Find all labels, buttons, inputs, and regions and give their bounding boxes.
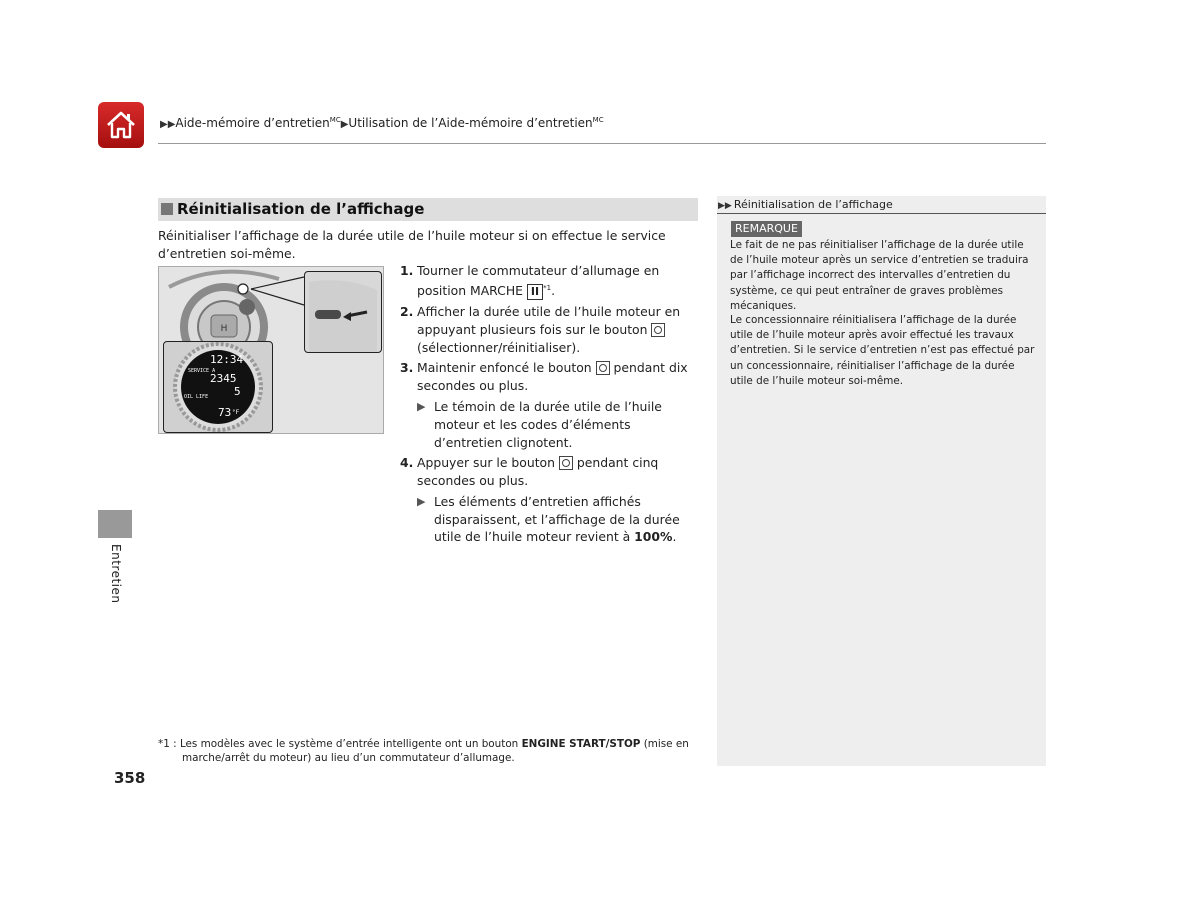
step-text: Afficher la durée utile de l’huile moteur en appuyant plusieurs fois sur le bouton (417, 303, 681, 337)
sidebar-title-text: Réinitialisation de l’affichage (733, 198, 893, 211)
step-result (400, 398, 700, 451)
button-press-drawing (305, 272, 381, 352)
reference-chevron-icon: ▶▶ (718, 201, 732, 211)
home-button[interactable] (98, 102, 144, 148)
oil-life-label: OIL LIFE (184, 394, 209, 400)
step-item (400, 262, 700, 300)
step-item (400, 303, 700, 356)
trademark-mark: MC (329, 116, 341, 124)
breadcrumb-link[interactable]: Aide-mémoire d’entretien (175, 116, 330, 130)
clock-readout: 12:34 (210, 353, 244, 366)
sidebar-paragraph: Le concessionnaire réinitialisera l’affichage de la durée utile de l’huile moteur après avoir effectué les travaux d’entretien. Si le service d’entretien n’est pas effectué par un concessionnaire, réinitialiser l’affichage de la durée utile de l’huile moteur soi-même. (730, 314, 1035, 387)
step-result-text: Les éléments d’entretien affichés disparaissent, et l’affichage de la durée utile de l’huile moteur revient à (434, 493, 680, 545)
chapter-tab-label: Entretien (109, 544, 123, 604)
step-item (400, 454, 700, 490)
result-arrow-icon: ▶ (417, 399, 426, 413)
instrument-cluster-illustration (158, 266, 384, 434)
notes-sidebar (717, 196, 1046, 766)
step-text: pendant cinq secondes ou plus. (417, 455, 659, 489)
intro-paragraph: Réinitialiser l’affichage de la durée utile de l’huile moteur si on effectue le service d’entretien soi-même. (158, 228, 666, 261)
home-icon (105, 109, 137, 141)
chapter-tab-marker (98, 510, 132, 538)
step-text: Maintenir enfoncé le bouton (417, 360, 596, 376)
step-item (400, 359, 700, 395)
oil-percent-readout: 5 (234, 385, 241, 398)
footnote-marker: *1 : (158, 738, 177, 750)
breadcrumb (160, 116, 604, 130)
footnote-text: Les modèles avec le système d’entrée intelligente ont un bouton (179, 738, 522, 750)
breadcrumb-arrow-icon: ▶▶ (160, 119, 176, 130)
odometer-readout: 2345 (210, 372, 237, 385)
step-text: (sélectionner/réinitialiser). (417, 339, 581, 355)
select-reset-button-icon (651, 323, 665, 337)
page-number: 358 (114, 769, 146, 787)
heading-square-icon (161, 203, 173, 215)
step-number: 4. (400, 455, 414, 471)
step-text: Tourner le commutateur d’allumage en position MARCHE (417, 263, 660, 298)
switch-inset (304, 271, 382, 353)
step-text: . (551, 282, 556, 298)
footnote (158, 737, 698, 765)
ignition-position-icon: II (527, 284, 543, 300)
trademark-mark: MC (592, 116, 604, 124)
step-result (400, 493, 700, 546)
breadcrumb-link[interactable]: Utilisation de l’Aide-mémoire d’entretien (348, 116, 593, 130)
footnote-ref: *1 (543, 283, 552, 292)
percent-value: 100% (634, 529, 673, 545)
step-number: 3. (400, 360, 414, 376)
sidebar-title (717, 196, 1046, 214)
step-result-text: . (672, 529, 677, 545)
step-number: 2. (400, 303, 414, 319)
result-arrow-icon: ▶ (417, 494, 426, 508)
note-badge: REMARQUE (731, 221, 802, 237)
footnote-text: (mise en (640, 738, 689, 750)
section-heading-text: Réinitialisation de l’affichage (177, 200, 425, 218)
step-text: Appuyer sur le bouton (417, 455, 559, 471)
temperature-unit: °F (232, 409, 240, 416)
sidebar-paragraph: Le fait de ne pas réinitialiser l’affichage de la durée utile de l’huile moteur après un service d’entretien se traduira par l’affichage incorrect des intervalles d’entretien du système, ce qui peut entraîner de graves problèmes mécaniques. (730, 239, 1029, 312)
breadcrumb-arrow-icon: ▶ (340, 119, 349, 130)
steps-list (400, 262, 700, 546)
footnote-text: marche/arrêt du moteur) au lieu d’un commutateur d’allumage. (182, 752, 515, 764)
footnote-button-name: ENGINE START/STOP (521, 738, 641, 750)
select-reset-button-icon (559, 456, 573, 470)
service-label: SERVICE A (188, 368, 216, 374)
step-result-text: Le témoin de la durée utile de l’huile moteur et les codes d’éléments d’entretien clignotent. (434, 398, 662, 450)
display-inset (163, 341, 273, 433)
svg-text:H: H (220, 324, 228, 334)
step-text: pendant dix secondes ou plus. (417, 360, 688, 394)
temperature-readout: 73 (218, 406, 232, 419)
select-reset-button-icon (596, 361, 610, 375)
header-divider (158, 143, 1046, 144)
section-heading (158, 198, 698, 221)
step-number: 1. (400, 263, 414, 278)
